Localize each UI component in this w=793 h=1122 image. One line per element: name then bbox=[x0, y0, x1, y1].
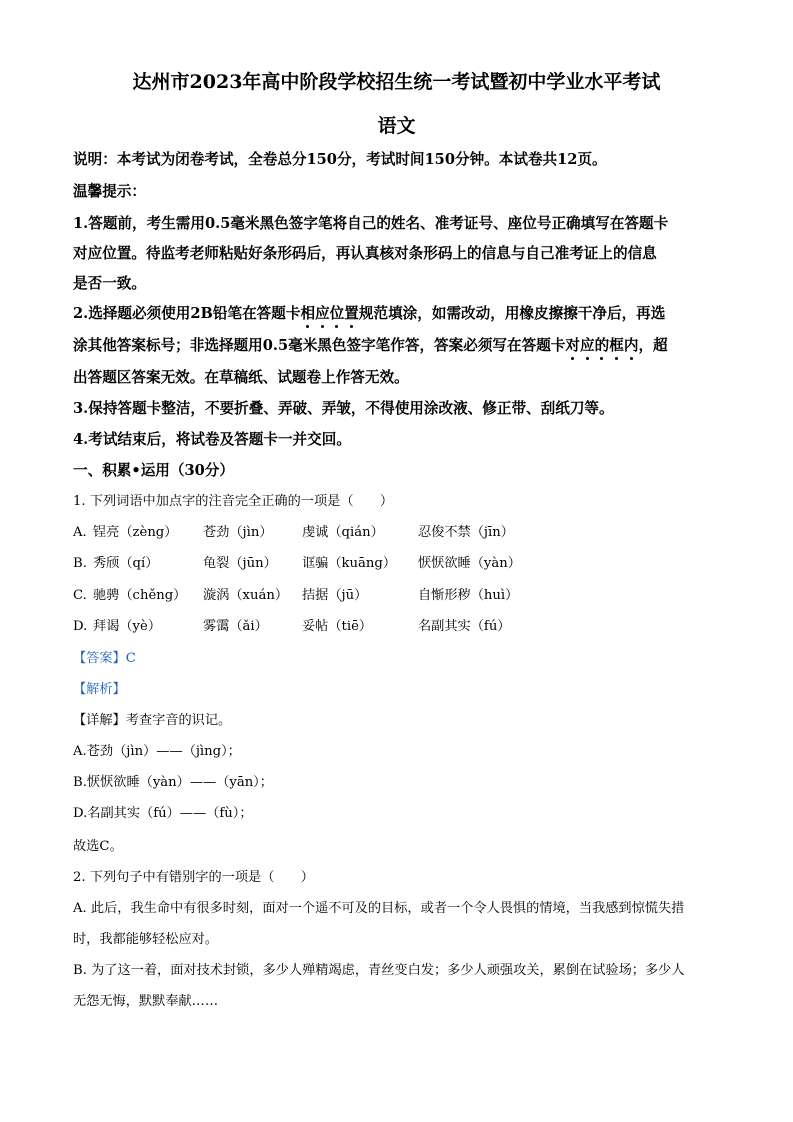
tip2-line2-start: 涂其他答案标号；非选择题用0.5毫米黑色签字笔作答，答案必须写在答题卡 bbox=[73, 337, 566, 354]
question-1-stem: 1. 下列词语中加点字的注音完全正确的一项是（ ） bbox=[73, 494, 394, 509]
tip1-line1: 1.答题前，考生需用0.5毫米黑色签字笔将自己的姓名、准考证号、座位号正确填写在答题卡 bbox=[73, 215, 669, 232]
option-label: A. bbox=[73, 525, 87, 540]
dotted-char: 应 bbox=[315, 305, 330, 322]
option-word: 拜谒（yè） bbox=[93, 619, 162, 634]
conclusion: 故选C。 bbox=[73, 839, 123, 854]
option-label: D. bbox=[73, 619, 88, 634]
tip4: 4.考试结束后，将试卷及答题卡一并交回。 bbox=[73, 431, 351, 448]
fix-d: D.名副其实（fú）——（fù）； bbox=[73, 806, 253, 821]
tip2-dotted-words-1 bbox=[300, 305, 358, 322]
tip2-line1-end: 规范填涂，如需改动，用橡皮擦擦干净后，再选 bbox=[358, 305, 666, 322]
section-heading: 一、积累•运用（30分） bbox=[73, 462, 234, 479]
tip1-line3: 是否一致。 bbox=[73, 275, 146, 292]
dotted-char: 相 bbox=[300, 305, 316, 322]
option-word: 锃亮（zèng） bbox=[93, 525, 178, 540]
option-word: 驰骋（chěng） bbox=[93, 588, 187, 603]
exam-note: 说明：本考试为闭卷考试，全卷总分150分，考试时间150分钟。本试卷共12页。 bbox=[73, 151, 607, 168]
dotted-char: 置 bbox=[344, 305, 359, 322]
option-word: 龟裂（jūn） bbox=[203, 556, 277, 571]
option-word: 雾霭（ǎi） bbox=[203, 619, 268, 634]
dotted-char: 位 bbox=[329, 305, 345, 322]
answer-label: 【答案】C bbox=[73, 651, 136, 666]
fix-b: B.恹恹欲睡（yàn）——（yān）； bbox=[73, 775, 273, 790]
fix-a: A.苍劲（jìn）——（jìng）； bbox=[73, 744, 241, 759]
option-word: 名副其实（fú） bbox=[418, 619, 511, 634]
dotted-char: 应 bbox=[580, 337, 595, 354]
option-word: 虔诚（qián） bbox=[302, 525, 384, 540]
option-word: 诓骗（kuāng） bbox=[302, 556, 397, 571]
tips-title: 温馨提示： bbox=[73, 183, 146, 200]
q2-option-a-line2: 时，我都能够轻松应对。 bbox=[73, 932, 219, 947]
dotted-char: 框 bbox=[609, 337, 624, 354]
detail-line: 【详解】考查字音的识记。 bbox=[73, 713, 232, 728]
option-label: B. bbox=[73, 556, 87, 571]
dotted-char: 对 bbox=[565, 337, 581, 354]
tip2-line1 bbox=[73, 304, 733, 324]
q2-option-a-line1: A. 此后，我生命中有很多时刻，面对一个遥不可及的目标，或者一个令人畏惧的情境，当我感到惊慌失措 bbox=[73, 901, 685, 916]
dotted-char: 的 bbox=[594, 337, 610, 354]
option-word: 苍劲（jìn） bbox=[203, 525, 273, 540]
tip2-line1-start: 2.选择题必须使用2B铅笔在答题卡 bbox=[73, 305, 301, 322]
exam-title: 达州市2023年高中阶段学校招生统一考试暨初中学业水平考试 bbox=[132, 71, 661, 93]
q2-option-b-line2: 无怨无悔，默默奉献…… bbox=[73, 994, 219, 1009]
option-word: 妥帖（tiē） bbox=[302, 619, 373, 634]
option-word: 自惭形秽（huì） bbox=[418, 588, 519, 603]
option-word: 恹恹欲睡（yàn） bbox=[418, 556, 521, 571]
option-word: 漩涡（xuán） bbox=[203, 588, 289, 603]
analysis-label: 【解析】 bbox=[73, 682, 126, 697]
question-2-stem: 2. 下列句子中有错别字的一项是（ ） bbox=[73, 870, 314, 885]
tip2-line2-end: ，超 bbox=[638, 337, 668, 354]
q2-option-b-line1: B. 为了这一着，面对技术封锁，多少人殚精竭虑，青丝变白发；多少人顽强攻关，累倒在试验场；多少人 bbox=[73, 963, 685, 978]
option-word: 拮据（jū） bbox=[302, 588, 368, 603]
dotted-char: 内 bbox=[623, 337, 639, 354]
tip2-line3: 出答题区答案无效。在草稿纸、试题卷上作答无效。 bbox=[73, 369, 409, 386]
tip2-line2 bbox=[73, 336, 733, 356]
tip3: 3.保持答题卡整洁，不要折叠、弄破、弄皱，不得使用涂改液、修正带、刮纸刀等。 bbox=[73, 400, 614, 417]
tip2-dotted-words-2 bbox=[565, 337, 638, 354]
option-word: 忍俊不禁（jīn） bbox=[418, 525, 514, 540]
tip1-line2: 对应位置。待监考老师粘贴好条形码后，再认真核对条形码上的信息与自己准考证上的信息 bbox=[73, 245, 657, 262]
option-word: 秀颀（qí） bbox=[93, 556, 159, 571]
subject-title: 语文 bbox=[377, 115, 416, 137]
option-label: C. bbox=[73, 588, 87, 603]
